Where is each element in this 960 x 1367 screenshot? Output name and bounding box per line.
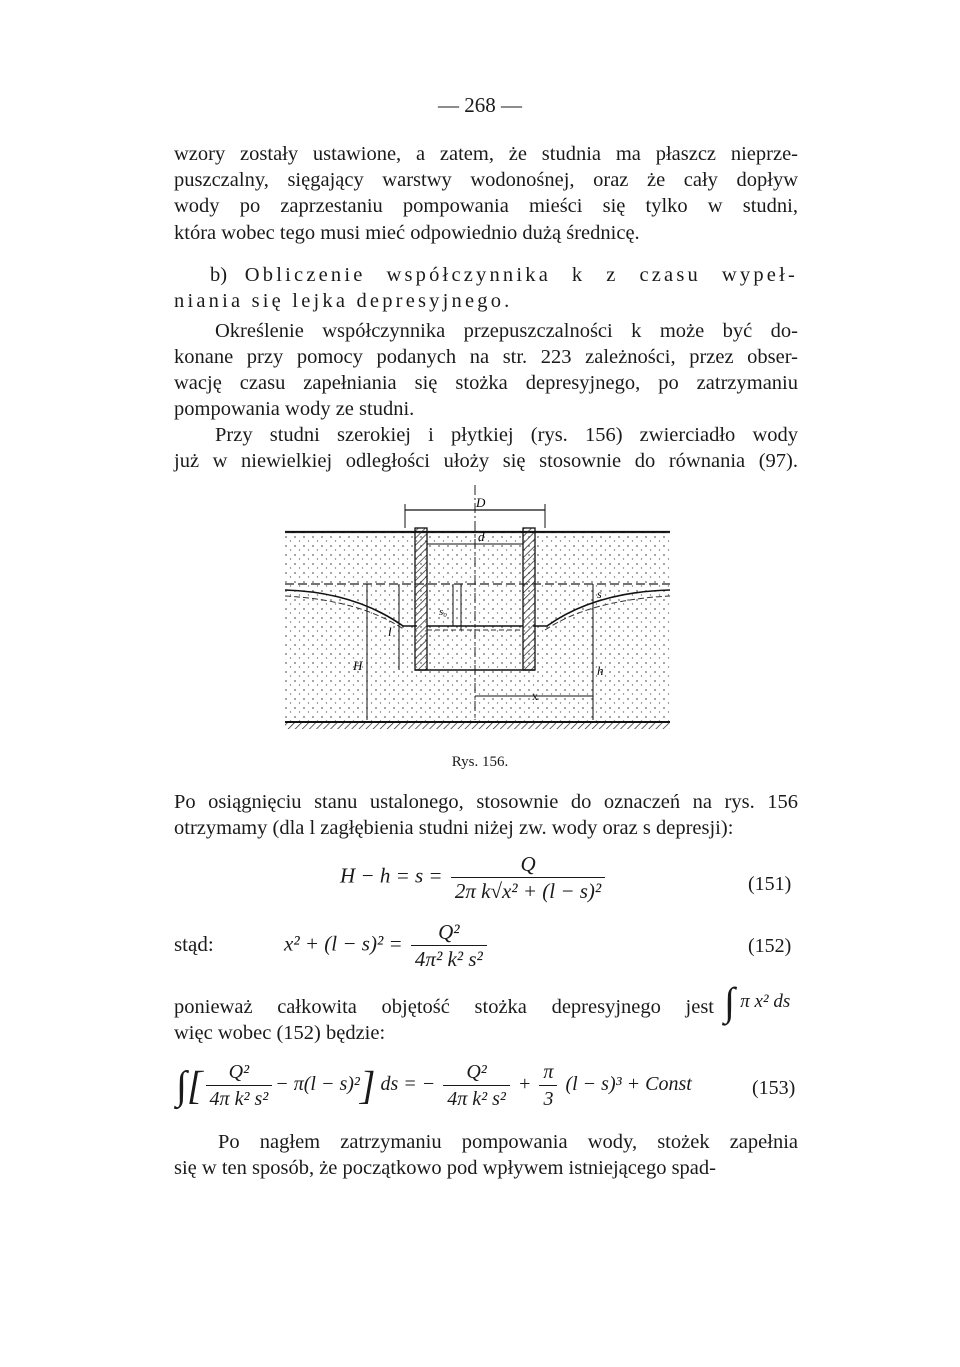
paragraph-6-line-1: Po nagłem zatrzymaniu pompowania wody, stożek zapełnia (218, 1131, 798, 1153)
impervious-bottom (285, 722, 670, 729)
paragraph-1-line-1: wzory zostały ustawione, a zatem, że studnia ma płaszcz nieprze- (174, 143, 798, 165)
eq152-denominator: 4π² k² s² (414, 947, 483, 971)
eq153-number: (153) (752, 1077, 796, 1099)
eq153-open-bracket: [ (186, 1062, 203, 1108)
eq153-ds: ds = − (380, 1073, 436, 1096)
eq153-close-bracket: ] (359, 1062, 376, 1108)
equation-151 (340, 852, 608, 903)
eq151-fraction (451, 852, 605, 903)
equation-153 (176, 1060, 692, 1111)
eq153-tail: (l − s)³ + Const (565, 1073, 692, 1096)
paragraph-1-line-4: która wobec tego musi mieć odpowiednio dużą średnicę. (174, 222, 640, 244)
well-wall-right (523, 528, 535, 670)
eq153-integral-sign: ∫ (176, 1062, 187, 1108)
inline-integrand: π x² ds (740, 990, 791, 1012)
eq153-fraction-3 (539, 1060, 557, 1111)
paragraph-3-line-1: Przy studni szerokiej i płytkiej (rys. 156) zwierciadło wody (215, 424, 798, 446)
eq153-plus: + (517, 1073, 532, 1096)
eq152-number: (152) (748, 935, 792, 957)
paragraph-5-line-2: więc wobec (152) będzie: (174, 1022, 386, 1044)
label-l: l (388, 624, 392, 639)
eq152-numerator: Q² (411, 920, 487, 946)
eq153-numerator-1: Q² (206, 1060, 273, 1086)
eq152-lhs: x² + (l − s)² = (284, 931, 403, 956)
inline-integral-sign: ∫ (724, 979, 735, 1024)
label-s: s (597, 587, 602, 601)
eq153-fraction-1 (206, 1060, 273, 1111)
inline-volume-integral (724, 979, 791, 1024)
paragraph-3-line-2: już w niewielkiej odległości ułoży się stosownie do równania (97). (174, 450, 798, 472)
paragraph-1-line-2: puszczalny, sięgający warstwy wodonośnej, oraz że cały dopływ (174, 169, 798, 191)
figure-caption: Rys. 156. (451, 754, 509, 770)
page-number: — 268 — (438, 93, 522, 117)
paragraph-4-line-2: otrzymamy (dla l zagłębienia studni niżej zw. wody oraz s depresji): (174, 817, 734, 839)
section-heading-title: Obliczenie współczynnika k z czasu wypeł- (244, 264, 799, 286)
paragraph-1-line-3: wody po zaprzestaniu pompowania mieści się tylko w studni, (174, 195, 798, 217)
figure-well-drawdown-diagram (275, 480, 675, 745)
eq151-number: (151) (748, 873, 792, 895)
label-s0: s₀ (439, 606, 448, 618)
eq153-fraction-2 (443, 1060, 510, 1111)
eq151-lhs: H − h = s = (340, 863, 443, 888)
eq153-numerator-3: π (539, 1060, 557, 1086)
label-x: x (532, 689, 538, 703)
paragraph-4-line-1: Po osiągnięciu stanu ustalonego, stosownie do oznaczeń na rys. 156 (174, 791, 798, 813)
section-heading-line-2: niania się lejka depresyjnego. (174, 290, 513, 312)
eq153-denominator-2: 4π k² s² (447, 1088, 506, 1110)
eq153-denominator-1: 4π k² s² (209, 1088, 269, 1110)
label-H: H (353, 658, 363, 673)
eq152-label: stąd: (174, 932, 214, 956)
eq153-numerator-2: Q² (443, 1060, 510, 1086)
paragraph-5-line-1: ponieważ całkowita objętość stożka depresyjnego jest (174, 996, 714, 1018)
label-h: h (597, 663, 604, 678)
paragraph-2-line-3: wację czasu zapełniania się stożka depresyjnego, po zatrzymaniu (174, 372, 798, 394)
eq153-middle-term: − π(l − s)² (275, 1073, 360, 1096)
well-wall-left (415, 528, 427, 670)
paragraph-2-line-2: konane przy pomocy podanych na str. 223 zależności, przez obser- (174, 346, 798, 368)
paragraph-6-line-2: się w ten sposób, że początkowo pod wpływem istniejącego spad- (174, 1157, 716, 1179)
equation-152 (284, 920, 490, 971)
eq153-denominator-3: 3 (543, 1088, 554, 1110)
paragraph-2-line-4: pompowania wody ze studni. (174, 398, 415, 420)
eq152-fraction (411, 920, 487, 971)
section-heading-line-1 (210, 263, 798, 288)
eq151-denominator: 2π k√x² + (l − s)² (454, 879, 602, 903)
eq151-numerator: Q (451, 852, 605, 878)
section-label: b) (210, 264, 228, 286)
soil-layer (285, 532, 670, 722)
label-D: D (476, 495, 486, 510)
paragraph-2-line-1: Określenie współczynnika przepuszczalności k może być do- (215, 320, 798, 342)
label-d: d (478, 529, 485, 544)
